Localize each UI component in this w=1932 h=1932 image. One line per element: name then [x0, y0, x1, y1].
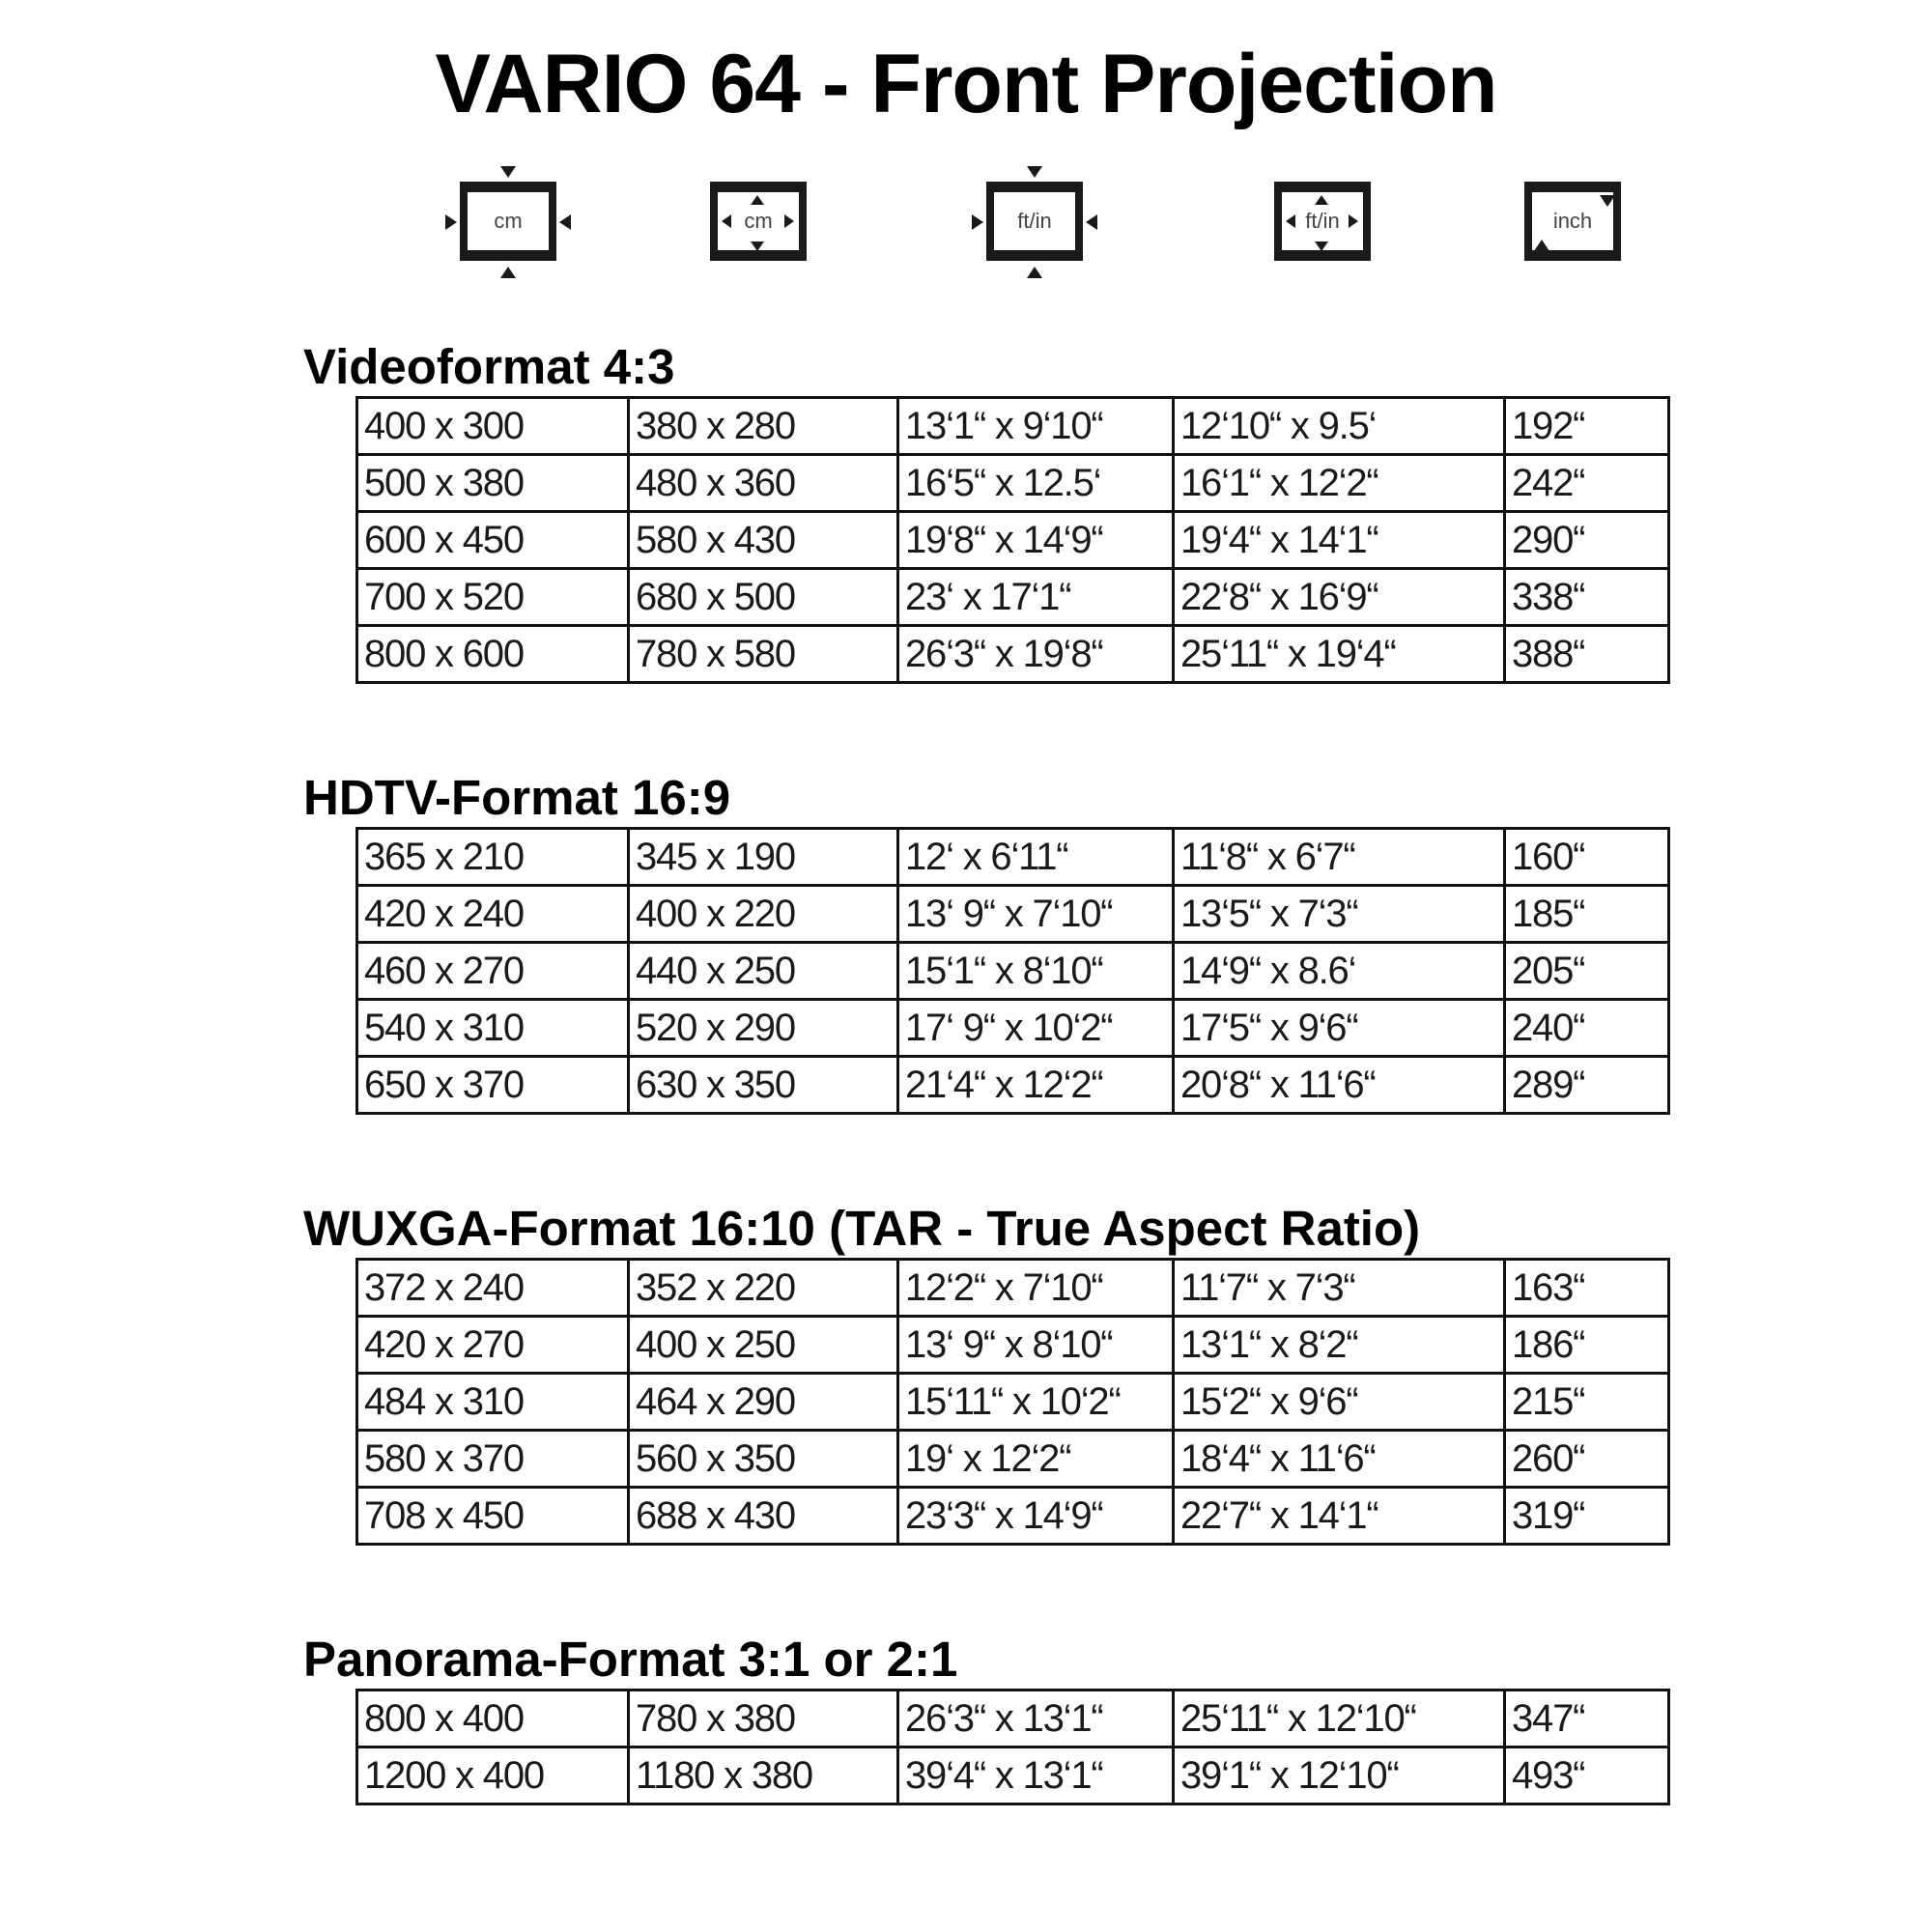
table-cell: 16‘5“ x 12.5‘ — [898, 455, 1174, 512]
table-cell: 16‘1“ x 12‘2“ — [1174, 455, 1505, 512]
table-cell: 205“ — [1505, 943, 1669, 1000]
table-cell: 388“ — [1505, 626, 1669, 683]
table-cell: 493“ — [1505, 1747, 1669, 1804]
table-cell: 680 x 500 — [629, 569, 898, 626]
table-cell: 650 x 370 — [357, 1057, 629, 1114]
table-cell: 400 x 250 — [629, 1317, 898, 1374]
table-cell: 26‘3“ x 13‘1“ — [898, 1690, 1174, 1747]
table-row — [357, 1057, 1669, 1114]
table-row — [357, 1000, 1669, 1057]
table-cell: 25‘11“ x 19‘4“ — [1174, 626, 1505, 683]
table-cell: 12‘2“ x 7‘10“ — [898, 1260, 1174, 1317]
table-cell: 26‘3“ x 19‘8“ — [898, 626, 1174, 683]
table-cell: 19‘4“ x 14‘1“ — [1174, 512, 1505, 569]
cm-outer-dimensions-icon — [445, 164, 571, 285]
table-cell: 39‘1“ x 12‘10“ — [1174, 1747, 1505, 1804]
table-cell: 352 x 220 — [629, 1260, 898, 1317]
table-cell: 20‘8“ x 11‘6“ — [1174, 1057, 1505, 1114]
table-cell: 1200 x 400 — [357, 1747, 629, 1804]
table-cell: 18‘4“ x 11‘6“ — [1174, 1431, 1505, 1488]
table-cell: 290“ — [1505, 512, 1669, 569]
arrow-left-icon — [559, 214, 571, 230]
ftin-visible-area-icon — [1260, 164, 1385, 285]
section-heading: Panorama-Format 3:1 or 2:1 — [303, 1632, 958, 1687]
table-cell: 780 x 580 — [629, 626, 898, 683]
table-cell: 13‘1“ x 8‘2“ — [1174, 1317, 1505, 1374]
table-cell: 688 x 430 — [629, 1488, 898, 1545]
size-table — [355, 396, 1670, 684]
size-table — [355, 827, 1670, 1115]
table-cell: 15‘1“ x 8‘10“ — [898, 943, 1174, 1000]
table-cell: 1180 x 380 — [629, 1747, 898, 1804]
table-cell: 17‘ 9“ x 10‘2“ — [898, 1000, 1174, 1057]
arrow-up-icon — [751, 195, 764, 205]
table-cell: 11‘7“ x 7‘3“ — [1174, 1260, 1505, 1317]
table-cell: 160“ — [1505, 829, 1669, 886]
table-cell: 21‘4“ x 12‘2“ — [898, 1057, 1174, 1114]
table-cell: 289“ — [1505, 1057, 1669, 1114]
table-cell: 520 x 290 — [629, 1000, 898, 1057]
section-heading: HDTV-Format 16:9 — [303, 770, 731, 825]
table-cell: 460 x 270 — [357, 943, 629, 1000]
table-row — [357, 1374, 1669, 1431]
arrow-left-icon — [1286, 214, 1295, 228]
table-cell: 22‘7“ x 14‘1“ — [1174, 1488, 1505, 1545]
table-cell: 15‘2“ x 9‘6“ — [1174, 1374, 1505, 1431]
table-cell: 540 x 310 — [357, 1000, 629, 1057]
table-cell: 19‘ x 12‘2“ — [898, 1431, 1174, 1488]
table-cell: 13‘ 9“ x 8‘10“ — [898, 1317, 1174, 1374]
icon-label: cm — [494, 209, 523, 233]
table-row — [357, 1488, 1669, 1545]
table-row — [357, 569, 1669, 626]
table-cell: 420 x 270 — [357, 1317, 629, 1374]
table-cell: 19‘8“ x 14‘9“ — [898, 512, 1174, 569]
table-row — [357, 512, 1669, 569]
table-row — [357, 1690, 1669, 1747]
table-cell: 440 x 250 — [629, 943, 898, 1000]
section-heading: WUXGA-Format 16:10 (TAR - True Aspect Ratio) — [303, 1201, 1421, 1256]
table-row — [357, 398, 1669, 455]
table-cell: 12‘10“ x 9.5‘ — [1174, 398, 1505, 455]
table-row — [357, 1317, 1669, 1374]
arrow-left-icon — [722, 214, 731, 228]
table-cell: 23‘3“ x 14‘9“ — [898, 1488, 1174, 1545]
arrow-down-icon — [500, 166, 516, 178]
arrow-right-icon — [784, 214, 794, 228]
arrow-up-icon — [1534, 240, 1549, 251]
arrow-right-icon — [972, 214, 983, 230]
table-cell: 464 x 290 — [629, 1374, 898, 1431]
arrow-down-icon — [1027, 166, 1042, 178]
table-cell: 420 x 240 — [357, 886, 629, 943]
arrow-down-icon — [1315, 242, 1328, 251]
table-cell: 600 x 450 — [357, 512, 629, 569]
icon-label: inch — [1552, 209, 1593, 233]
table-cell: 260“ — [1505, 1431, 1669, 1488]
arrow-down-icon — [751, 242, 764, 251]
table-row — [357, 626, 1669, 683]
table-row — [357, 1431, 1669, 1488]
arrow-right-icon — [445, 214, 457, 230]
table-cell: 500 x 380 — [357, 455, 629, 512]
table-cell: 13‘ 9“ x 7‘10“ — [898, 886, 1174, 943]
table-cell: 215“ — [1505, 1374, 1669, 1431]
icon-label: ft/in — [1305, 209, 1340, 233]
arrow-down-icon — [1600, 195, 1615, 207]
icon-label: cm — [744, 209, 773, 233]
table-cell: 242“ — [1505, 455, 1669, 512]
table-cell: 780 x 380 — [629, 1690, 898, 1747]
table-cell: 480 x 360 — [629, 455, 898, 512]
arrow-up-icon — [1027, 267, 1042, 278]
table-cell: 380 x 280 — [629, 398, 898, 455]
arrow-up-icon — [500, 267, 516, 278]
table-cell: 700 x 520 — [357, 569, 629, 626]
table-cell: 347“ — [1505, 1690, 1669, 1747]
table-cell: 13‘5“ x 7‘3“ — [1174, 886, 1505, 943]
table-cell: 25‘11“ x 12‘10“ — [1174, 1690, 1505, 1747]
table-cell: 372 x 240 — [357, 1260, 629, 1317]
table-cell: 23‘ x 17‘1“ — [898, 569, 1174, 626]
table-cell: 800 x 400 — [357, 1690, 629, 1747]
table-cell: 630 x 350 — [629, 1057, 898, 1114]
table-cell: 163“ — [1505, 1260, 1669, 1317]
table-cell: 560 x 350 — [629, 1431, 898, 1488]
section-heading: Videoformat 4:3 — [303, 339, 675, 394]
table-cell: 185“ — [1505, 886, 1669, 943]
table-cell: 319“ — [1505, 1488, 1669, 1545]
table-cell: 240“ — [1505, 1000, 1669, 1057]
table-cell: 580 x 430 — [629, 512, 898, 569]
table-cell: 338“ — [1505, 569, 1669, 626]
table-cell: 580 x 370 — [357, 1431, 629, 1488]
table-cell: 186“ — [1505, 1317, 1669, 1374]
table-cell: 192“ — [1505, 398, 1669, 455]
table-cell: 13‘1“ x 9‘10“ — [898, 398, 1174, 455]
table-cell: 12‘ x 6‘11“ — [898, 829, 1174, 886]
table-cell: 400 x 300 — [357, 398, 629, 455]
icon-label: ft/in — [1017, 209, 1052, 233]
table-row — [357, 1747, 1669, 1804]
table-cell: 708 x 450 — [357, 1488, 629, 1545]
table-row — [357, 886, 1669, 943]
table-cell: 484 x 310 — [357, 1374, 629, 1431]
table-row — [357, 1260, 1669, 1317]
table-cell: 39‘4“ x 13‘1“ — [898, 1747, 1174, 1804]
table-cell: 365 x 210 — [357, 829, 629, 886]
table-cell: 22‘8“ x 16‘9“ — [1174, 569, 1505, 626]
size-table — [355, 1689, 1670, 1805]
arrow-left-icon — [1086, 214, 1097, 230]
table-cell: 400 x 220 — [629, 886, 898, 943]
table-row — [357, 943, 1669, 1000]
inch-diagonal-icon — [1510, 164, 1635, 285]
table-cell: 14‘9“ x 8.6‘ — [1174, 943, 1505, 1000]
table-cell: 800 x 600 — [357, 626, 629, 683]
page-title: VARIO 64 - Front Projection — [435, 38, 1497, 130]
table-row — [357, 829, 1669, 886]
arrow-right-icon — [1349, 214, 1358, 228]
cm-visible-area-icon — [696, 164, 821, 285]
size-table — [355, 1258, 1670, 1546]
ftin-outer-dimensions-icon — [972, 164, 1097, 285]
table-cell: 15‘11“ x 10‘2“ — [898, 1374, 1174, 1431]
table-row — [357, 455, 1669, 512]
table-cell: 17‘5“ x 9‘6“ — [1174, 1000, 1505, 1057]
arrow-up-icon — [1315, 195, 1328, 205]
table-cell: 345 x 190 — [629, 829, 898, 886]
table-cell: 11‘8“ x 6‘7“ — [1174, 829, 1505, 886]
